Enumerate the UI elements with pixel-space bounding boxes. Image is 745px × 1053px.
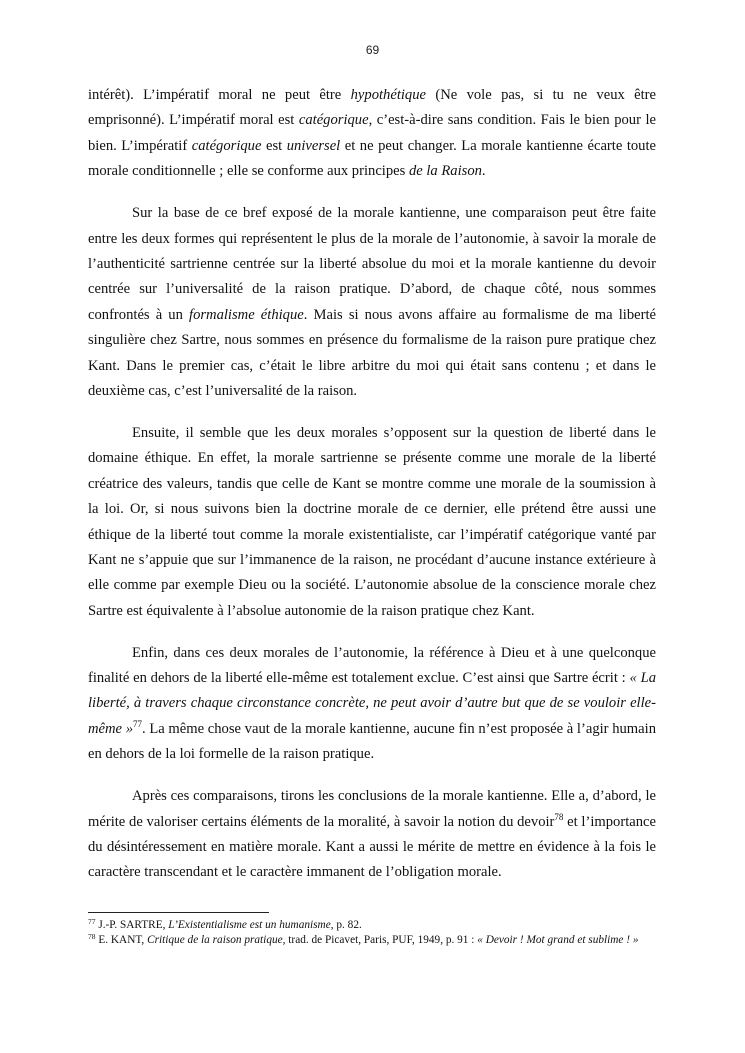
text-run: . Mais si nous avons affaire au formalisme de ma liberté singulière chez Sartre, nous sommes en présence du formalisme de la raison pure pratique chez Kant. Dans le premier cas, c’était le libre arbitre du moi qui était sans contenu ; et dans le deuxième cas, c’est l’universalité de la raison. [88, 306, 656, 399]
footnote-ref: 77 [133, 718, 143, 729]
italic-text: universel [286, 137, 341, 154]
text-run: et ne peut changer. La morale kantienne écarte toute morale conditionnelle ; elle se conforme aux principes [88, 137, 657, 180]
text-run: . La même chose vaut de la morale kantienne, aucune fin n’est proposée à l’agir humain en dehors de la loi formelle de la raison pratique. [88, 720, 656, 763]
text-run: Ensuite, il semble que les deux morales s’opposent sur la question de liberté dans le domaine éthique. En effet, la morale sartrienne se présente comme une morale de la liberté créatrice des valeurs, tandis que celle de Kant se montre comme une morale de la soumission à la loi. Or, si nous suivons bien la doctrine morale de ce dernier, elle prétend être aussi une éthique de la liberté tout comme la morale existentialiste, car l’impératif catégorique vanté par Kant ne s’appuie que sur l’immanence de la raison, ne procédant d’aucune instance extérieure à elle comme par exemple Dieu ou la société. L’autonomie absolue de la conscience morale chez Sartre est équivalente à l’absolue autonomie de la raison pratique chez Kant. [88, 424, 656, 619]
paragraph [88, 641, 656, 768]
paragraph [88, 421, 656, 624]
italic-text: Critique de la raison pratique [147, 933, 283, 946]
italic-text: formalisme éthique [189, 306, 304, 323]
text-run: , c’est-à-dire sans condition. Fais le bien pour le bien. L’impératif [88, 112, 656, 154]
text-run: Après ces comparaisons, tirons les conclusions de la morale kantienne. Elle a, d’abord, le mérite de valoriser certains éléments de la moralité, à savoir la notion du devoir [88, 788, 656, 830]
italic-text: L’Existentialisme est un humanisme [168, 919, 331, 931]
footnote-ref: 78 [554, 811, 564, 822]
italic-text: « Devoir ! Mot grand et sublime ! » [477, 933, 639, 946]
paragraph [88, 784, 656, 886]
italic-text: « La liberté, à travers chaque circonstance concrète, ne peut avoir d’autre but que de se vouloir elle-même » [88, 670, 656, 737]
paragraph [88, 83, 656, 185]
italic-text: catégorique [298, 112, 369, 129]
text-run: J.-P. SARTRE, [95, 919, 169, 931]
footnote-separator [88, 912, 269, 913]
footnote [88, 918, 656, 933]
text-run: intérêt). L’impératif moral ne peut être [88, 87, 351, 103]
text-run: . [481, 163, 486, 180]
text-run: Enfin, dans ces deux morales de l’autonomie, la référence à Dieu et à une quelconque finalité en dehors de la liberté elle-même est totalement exclue. C’est ainsi que Sartre écrit : [88, 644, 656, 687]
paragraph [88, 201, 656, 404]
footnote [88, 933, 656, 948]
text-run: Sur la base de ce bref exposé de la morale kantienne, une comparaison peut être faite entre les deux formes qui représentent le plus de la morale de l’autonomie, à savoir la morale de l’authenticité sartrienne centrée sur la liberté absolue du moi et la morale kantienne du devoir centrée sur l’universalité de la raison pratique. D’abord, de chaque côté, nous sommes confrontés à un [88, 205, 656, 323]
text-run: , p. 82. [330, 919, 362, 931]
text-run: (Ne vole pas, si tu ne veux être emprisonné). L’impératif moral est [88, 87, 657, 129]
footnote-ref: 77 [88, 917, 96, 926]
footnote-ref: 78 [88, 931, 96, 941]
italic-text: de la Raison [408, 163, 482, 180]
text-run: E. KANT, [95, 933, 148, 946]
footnotes [88, 918, 656, 947]
page-number: 69 [365, 43, 380, 57]
text-run: est [261, 137, 287, 154]
italic-text: hypothétique [350, 87, 427, 103]
text-run: , trad. de Picavet, Paris, PUF, 1949, p. 91 : [282, 933, 478, 946]
text-run: et l’importance du désintéressement en matière morale. Kant a aussi le mérite de mettre en évidence à la fois le caractère transcendant et le caractère immanent de l’obligation morale. [88, 813, 656, 881]
italic-text: catégorique [191, 137, 262, 154]
body-text [88, 83, 656, 902]
